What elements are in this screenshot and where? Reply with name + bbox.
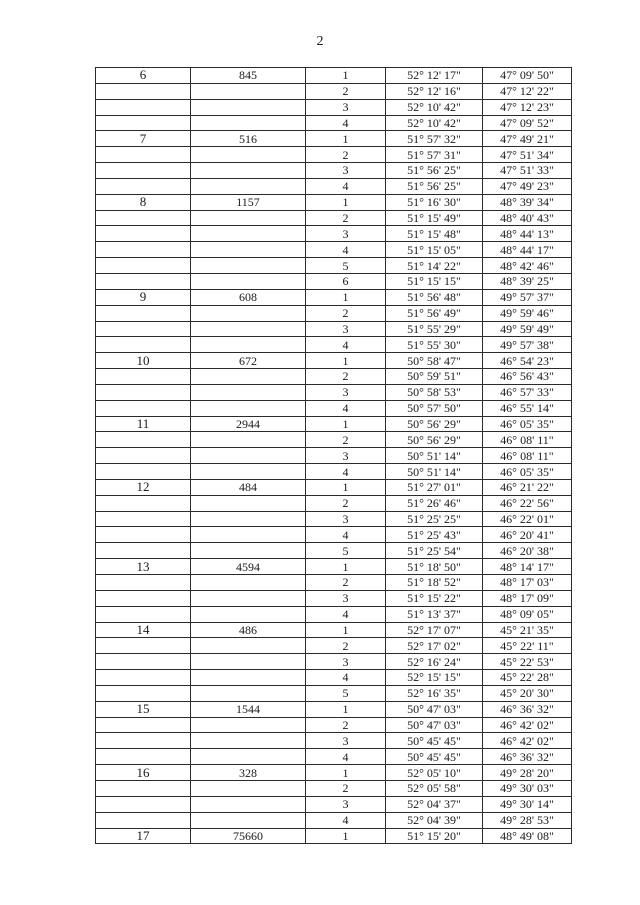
zone-number-cell: 11 <box>96 416 191 432</box>
table-row <box>96 495 572 511</box>
latitude-cell: 51° 27' 01" <box>386 479 483 495</box>
area-cell <box>191 670 306 686</box>
latitude-cell: 51° 26' 46" <box>386 495 483 511</box>
longitude-cell: 46° 54' 23" <box>483 353 572 369</box>
point-number-cell: 3 <box>306 321 386 337</box>
longitude-cell: 46° 22' 56" <box>483 495 572 511</box>
area-cell <box>191 178 306 194</box>
latitude-cell: 51° 16' 30" <box>386 194 483 210</box>
latitude-cell: 51° 55' 29" <box>386 321 483 337</box>
latitude-cell: 51° 15' 20" <box>386 828 483 844</box>
point-number-cell: 1 <box>306 765 386 781</box>
longitude-cell: 48° 39' 25" <box>483 273 572 289</box>
zone-number-cell <box>96 670 191 686</box>
area-cell <box>191 242 306 258</box>
table-row <box>96 163 572 179</box>
latitude-cell: 50° 58' 47" <box>386 353 483 369</box>
longitude-cell: 47° 09' 50" <box>483 68 572 84</box>
longitude-cell: 46° 21' 22" <box>483 479 572 495</box>
latitude-cell: 51° 15' 49" <box>386 210 483 226</box>
area-cell <box>191 147 306 163</box>
longitude-cell: 48° 17' 03" <box>483 575 572 591</box>
latitude-cell: 52° 17' 02" <box>386 638 483 654</box>
longitude-cell: 48° 39' 34" <box>483 194 572 210</box>
area-cell: 75660 <box>191 828 306 844</box>
coordinates-table <box>95 67 572 844</box>
zone-number-cell: 9 <box>96 289 191 305</box>
longitude-cell: 49° 59' 49" <box>483 321 572 337</box>
area-cell <box>191 575 306 591</box>
point-number-cell: 3 <box>306 163 386 179</box>
latitude-cell: 51° 56' 25" <box>386 163 483 179</box>
zone-number-cell <box>96 527 191 543</box>
longitude-cell: 48° 44' 17" <box>483 242 572 258</box>
point-number-cell: 2 <box>306 210 386 226</box>
latitude-cell: 50° 59' 51" <box>386 369 483 385</box>
zone-number-cell <box>96 163 191 179</box>
zone-number-cell <box>96 812 191 828</box>
point-number-cell: 1 <box>306 828 386 844</box>
zone-number-cell <box>96 606 191 622</box>
point-number-cell: 1 <box>306 289 386 305</box>
table-row <box>96 638 572 654</box>
area-cell <box>191 258 306 274</box>
table-row <box>96 131 572 147</box>
table-row <box>96 226 572 242</box>
point-number-cell: 4 <box>306 812 386 828</box>
table-row <box>96 432 572 448</box>
table-row <box>96 796 572 812</box>
table-row <box>96 464 572 480</box>
table-row <box>96 242 572 258</box>
zone-number-cell: 6 <box>96 68 191 84</box>
zone-number-cell <box>96 464 191 480</box>
latitude-cell: 52° 10' 42" <box>386 99 483 115</box>
table-row <box>96 337 572 353</box>
table-row <box>96 685 572 701</box>
zone-number-cell <box>96 99 191 115</box>
longitude-cell: 48° 09' 05" <box>483 606 572 622</box>
longitude-cell: 46° 20' 41" <box>483 527 572 543</box>
point-number-cell: 4 <box>306 606 386 622</box>
area-cell: 672 <box>191 353 306 369</box>
latitude-cell: 52° 10' 42" <box>386 115 483 131</box>
longitude-cell: 47° 12' 22" <box>483 83 572 99</box>
zone-number-cell: 16 <box>96 765 191 781</box>
zone-number-cell <box>96 147 191 163</box>
point-number-cell: 2 <box>306 305 386 321</box>
point-number-cell: 3 <box>306 654 386 670</box>
point-number-cell: 1 <box>306 701 386 717</box>
page-number: 2 <box>316 34 324 49</box>
latitude-cell: 51° 15' 05" <box>386 242 483 258</box>
zone-number-cell <box>96 432 191 448</box>
point-number-cell: 3 <box>306 796 386 812</box>
latitude-cell: 52° 04' 37" <box>386 796 483 812</box>
area-cell <box>191 780 306 796</box>
latitude-cell: 50° 45' 45" <box>386 733 483 749</box>
area-cell: 1157 <box>191 194 306 210</box>
zone-number-cell <box>96 321 191 337</box>
latitude-cell: 51° 56' 48" <box>386 289 483 305</box>
point-number-cell: 2 <box>306 147 386 163</box>
point-number-cell: 2 <box>306 495 386 511</box>
point-number-cell: 3 <box>306 226 386 242</box>
zone-number-cell <box>96 543 191 559</box>
area-cell <box>191 163 306 179</box>
latitude-cell: 52° 15' 15" <box>386 670 483 686</box>
latitude-cell: 52° 16' 35" <box>386 685 483 701</box>
zone-number-cell <box>96 226 191 242</box>
longitude-cell: 49° 30' 14" <box>483 796 572 812</box>
point-number-cell: 2 <box>306 369 386 385</box>
area-cell <box>191 464 306 480</box>
area-cell <box>191 543 306 559</box>
longitude-cell: 49° 57' 38" <box>483 337 572 353</box>
area-cell <box>191 590 306 606</box>
longitude-cell: 47° 51' 34" <box>483 147 572 163</box>
area-cell <box>191 654 306 670</box>
point-number-cell: 1 <box>306 353 386 369</box>
zone-number-cell <box>96 749 191 765</box>
table-row <box>96 369 572 385</box>
table-row <box>96 83 572 99</box>
longitude-cell: 49° 59' 46" <box>483 305 572 321</box>
longitude-cell: 46° 42' 02" <box>483 717 572 733</box>
latitude-cell: 52° 05' 10" <box>386 765 483 781</box>
table-row <box>96 527 572 543</box>
table-row <box>96 590 572 606</box>
area-cell: 484 <box>191 479 306 495</box>
zone-number-cell: 12 <box>96 479 191 495</box>
area-cell <box>191 685 306 701</box>
zone-number-cell <box>96 575 191 591</box>
point-number-cell: 3 <box>306 99 386 115</box>
longitude-cell: 47° 51' 33" <box>483 163 572 179</box>
longitude-cell: 48° 44' 13" <box>483 226 572 242</box>
point-number-cell: 6 <box>306 273 386 289</box>
latitude-cell: 50° 56' 29" <box>386 432 483 448</box>
area-cell <box>191 384 306 400</box>
zone-number-cell <box>96 448 191 464</box>
area-cell <box>191 749 306 765</box>
longitude-cell: 46° 08' 11" <box>483 432 572 448</box>
point-number-cell: 4 <box>306 670 386 686</box>
point-number-cell: 4 <box>306 749 386 765</box>
zone-number-cell <box>96 83 191 99</box>
latitude-cell: 50° 57' 50" <box>386 400 483 416</box>
area-cell: 4594 <box>191 559 306 575</box>
table-row <box>96 654 572 670</box>
area-cell <box>191 99 306 115</box>
table-row <box>96 194 572 210</box>
table-row <box>96 305 572 321</box>
longitude-cell: 46° 20' 38" <box>483 543 572 559</box>
longitude-cell: 48° 49' 08" <box>483 828 572 844</box>
latitude-cell: 51° 18' 50" <box>386 559 483 575</box>
table-row <box>96 273 572 289</box>
point-number-cell: 2 <box>306 717 386 733</box>
latitude-cell: 52° 12' 16" <box>386 83 483 99</box>
area-cell: 486 <box>191 622 306 638</box>
table-row <box>96 828 572 844</box>
table-row <box>96 717 572 733</box>
zone-number-cell <box>96 115 191 131</box>
latitude-cell: 52° 17' 07" <box>386 622 483 638</box>
latitude-cell: 52° 05' 58" <box>386 780 483 796</box>
table-row <box>96 479 572 495</box>
area-cell <box>191 495 306 511</box>
latitude-cell: 50° 58' 53" <box>386 384 483 400</box>
point-number-cell: 4 <box>306 178 386 194</box>
area-cell <box>191 432 306 448</box>
table-row <box>96 559 572 575</box>
area-cell <box>191 448 306 464</box>
area-cell <box>191 606 306 622</box>
area-cell <box>191 796 306 812</box>
latitude-cell: 51° 15' 48" <box>386 226 483 242</box>
table-row <box>96 210 572 226</box>
longitude-cell: 46° 36' 32" <box>483 749 572 765</box>
latitude-cell: 50° 51' 14" <box>386 464 483 480</box>
longitude-cell: 47° 49' 23" <box>483 178 572 194</box>
longitude-cell: 47° 09' 52" <box>483 115 572 131</box>
area-cell <box>191 83 306 99</box>
longitude-cell: 48° 40' 43" <box>483 210 572 226</box>
longitude-cell: 45° 20' 30" <box>483 685 572 701</box>
table-row <box>96 733 572 749</box>
longitude-cell: 45° 22' 28" <box>483 670 572 686</box>
area-cell <box>191 733 306 749</box>
area-cell <box>191 115 306 131</box>
longitude-cell: 46° 22' 01" <box>483 511 572 527</box>
zone-number-cell <box>96 337 191 353</box>
latitude-cell: 52° 04' 39" <box>386 812 483 828</box>
point-number-cell: 1 <box>306 479 386 495</box>
point-number-cell: 1 <box>306 622 386 638</box>
latitude-cell: 51° 13' 37" <box>386 606 483 622</box>
point-number-cell: 2 <box>306 83 386 99</box>
point-number-cell: 3 <box>306 384 386 400</box>
latitude-cell: 51° 15' 22" <box>386 590 483 606</box>
area-cell <box>191 511 306 527</box>
longitude-cell: 45° 22' 53" <box>483 654 572 670</box>
longitude-cell: 46° 57' 33" <box>483 384 572 400</box>
table-row <box>96 289 572 305</box>
table-row <box>96 622 572 638</box>
point-number-cell: 3 <box>306 511 386 527</box>
point-number-cell: 4 <box>306 464 386 480</box>
zone-number-cell <box>96 685 191 701</box>
table-row <box>96 670 572 686</box>
longitude-cell: 45° 21' 35" <box>483 622 572 638</box>
area-cell <box>191 812 306 828</box>
longitude-cell: 47° 12' 23" <box>483 99 572 115</box>
table-row <box>96 68 572 84</box>
longitude-cell: 46° 42' 02" <box>483 733 572 749</box>
point-number-cell: 3 <box>306 590 386 606</box>
zone-number-cell: 10 <box>96 353 191 369</box>
zone-number-cell <box>96 305 191 321</box>
point-number-cell: 2 <box>306 432 386 448</box>
table-row <box>96 384 572 400</box>
coordinates-table-body <box>96 68 572 844</box>
longitude-cell: 49° 28' 53" <box>483 812 572 828</box>
zone-number-cell <box>96 733 191 749</box>
table-row <box>96 780 572 796</box>
table-row <box>96 575 572 591</box>
area-cell: 845 <box>191 68 306 84</box>
point-number-cell: 2 <box>306 575 386 591</box>
point-number-cell: 1 <box>306 416 386 432</box>
zone-number-cell: 14 <box>96 622 191 638</box>
area-cell <box>191 321 306 337</box>
longitude-cell: 46° 55' 14" <box>483 400 572 416</box>
zone-number-cell <box>96 654 191 670</box>
table-row <box>96 606 572 622</box>
latitude-cell: 50° 47' 03" <box>386 717 483 733</box>
latitude-cell: 50° 45' 45" <box>386 749 483 765</box>
longitude-cell: 48° 42' 46" <box>483 258 572 274</box>
point-number-cell: 4 <box>306 115 386 131</box>
table-row <box>96 701 572 717</box>
longitude-cell: 49° 57' 37" <box>483 289 572 305</box>
longitude-cell: 46° 05' 35" <box>483 464 572 480</box>
zone-number-cell <box>96 638 191 654</box>
latitude-cell: 50° 56' 29" <box>386 416 483 432</box>
point-number-cell: 1 <box>306 68 386 84</box>
latitude-cell: 51° 25' 25" <box>386 511 483 527</box>
area-cell <box>191 226 306 242</box>
table-row <box>96 147 572 163</box>
area-cell <box>191 210 306 226</box>
latitude-cell: 51° 55' 30" <box>386 337 483 353</box>
table-row <box>96 448 572 464</box>
table-row <box>96 99 572 115</box>
zone-number-cell <box>96 369 191 385</box>
latitude-cell: 51° 56' 25" <box>386 178 483 194</box>
zone-number-cell: 15 <box>96 701 191 717</box>
latitude-cell: 50° 47' 03" <box>386 701 483 717</box>
area-cell <box>191 305 306 321</box>
point-number-cell: 4 <box>306 337 386 353</box>
point-number-cell: 5 <box>306 258 386 274</box>
zone-number-cell <box>96 717 191 733</box>
table-row <box>96 416 572 432</box>
latitude-cell: 51° 57' 31" <box>386 147 483 163</box>
latitude-cell: 51° 56' 49" <box>386 305 483 321</box>
area-cell <box>191 273 306 289</box>
longitude-cell: 48° 14' 17" <box>483 559 572 575</box>
point-number-cell: 2 <box>306 780 386 796</box>
zone-number-cell <box>96 258 191 274</box>
zone-number-cell <box>96 780 191 796</box>
area-cell: 1544 <box>191 701 306 717</box>
area-cell <box>191 337 306 353</box>
area-cell: 516 <box>191 131 306 147</box>
longitude-cell: 46° 36' 32" <box>483 701 572 717</box>
point-number-cell: 4 <box>306 400 386 416</box>
longitude-cell: 46° 56' 43" <box>483 369 572 385</box>
area-cell <box>191 369 306 385</box>
table-row <box>96 353 572 369</box>
zone-number-cell: 17 <box>96 828 191 844</box>
zone-number-cell <box>96 242 191 258</box>
zone-number-cell <box>96 495 191 511</box>
table-row <box>96 765 572 781</box>
zone-number-cell <box>96 400 191 416</box>
zone-number-cell <box>96 273 191 289</box>
area-cell <box>191 400 306 416</box>
zone-number-cell: 7 <box>96 131 191 147</box>
table-row <box>96 511 572 527</box>
latitude-cell: 51° 15' 15" <box>386 273 483 289</box>
zone-number-cell <box>96 511 191 527</box>
zone-number-cell <box>96 796 191 812</box>
point-number-cell: 1 <box>306 131 386 147</box>
point-number-cell: 1 <box>306 559 386 575</box>
zone-number-cell <box>96 178 191 194</box>
latitude-cell: 51° 25' 54" <box>386 543 483 559</box>
latitude-cell: 51° 25' 43" <box>386 527 483 543</box>
table-row <box>96 258 572 274</box>
point-number-cell: 2 <box>306 638 386 654</box>
latitude-cell: 50° 51' 14" <box>386 448 483 464</box>
point-number-cell: 4 <box>306 242 386 258</box>
area-cell: 2944 <box>191 416 306 432</box>
area-cell <box>191 527 306 543</box>
area-cell <box>191 717 306 733</box>
table-row <box>96 400 572 416</box>
area-cell: 328 <box>191 765 306 781</box>
latitude-cell: 52° 12' 17" <box>386 68 483 84</box>
zone-number-cell: 13 <box>96 559 191 575</box>
point-number-cell: 4 <box>306 527 386 543</box>
area-cell <box>191 638 306 654</box>
table-row <box>96 178 572 194</box>
latitude-cell: 51° 57' 32" <box>386 131 483 147</box>
table-row <box>96 749 572 765</box>
point-number-cell: 3 <box>306 733 386 749</box>
area-cell: 608 <box>191 289 306 305</box>
latitude-cell: 51° 18' 52" <box>386 575 483 591</box>
longitude-cell: 45° 22' 11" <box>483 638 572 654</box>
table-row <box>96 115 572 131</box>
point-number-cell: 3 <box>306 448 386 464</box>
point-number-cell: 5 <box>306 543 386 559</box>
longitude-cell: 46° 08' 11" <box>483 448 572 464</box>
longitude-cell: 46° 05' 35" <box>483 416 572 432</box>
latitude-cell: 51° 14' 22" <box>386 258 483 274</box>
latitude-cell: 52° 16' 24" <box>386 654 483 670</box>
point-number-cell: 5 <box>306 685 386 701</box>
table-row <box>96 812 572 828</box>
longitude-cell: 47° 49' 21" <box>483 131 572 147</box>
zone-number-cell: 8 <box>96 194 191 210</box>
table-row <box>96 543 572 559</box>
zone-number-cell <box>96 590 191 606</box>
point-number-cell: 1 <box>306 194 386 210</box>
longitude-cell: 48° 17' 09" <box>483 590 572 606</box>
longitude-cell: 49° 30' 03" <box>483 780 572 796</box>
zone-number-cell <box>96 210 191 226</box>
table-row <box>96 321 572 337</box>
longitude-cell: 49° 28' 20" <box>483 765 572 781</box>
zone-number-cell <box>96 384 191 400</box>
